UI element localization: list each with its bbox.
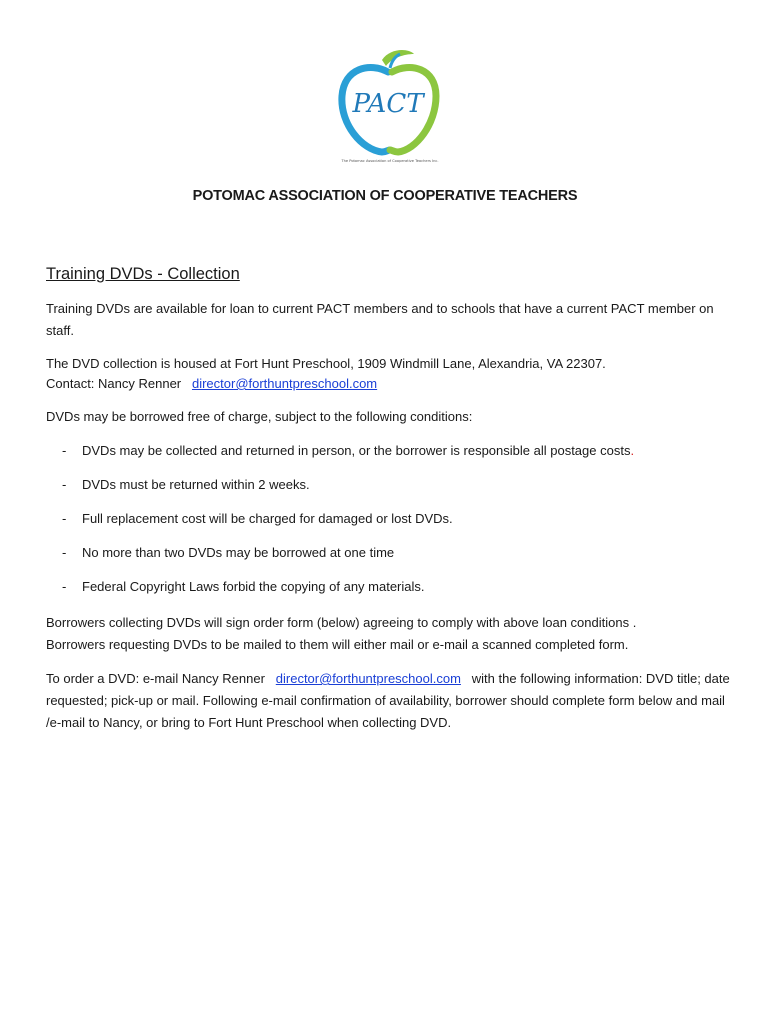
order-email-link[interactable]: director@forthuntpreschool.com — [275, 671, 461, 686]
pact-logo — [330, 46, 450, 166]
list-dash: - — [62, 511, 67, 526]
list-dash: - — [62, 579, 67, 594]
conditions-list — [46, 440, 736, 598]
list-item — [62, 474, 736, 496]
list-item — [62, 576, 736, 598]
list-item-text: DVDs may be collected and returned in person, or the borrower is responsible all postage costs — [82, 443, 631, 458]
contact-email-link[interactable]: director@forthuntpreschool.com — [191, 376, 378, 391]
list-item-text: Federal Copyright Laws forbid the copying of any materials. — [82, 579, 425, 594]
contact-label: Contact: Nancy Renner — [46, 376, 182, 391]
organization-title: POTOMAC ASSOCIATION OF COOPERATIVE TEACHERS — [192, 188, 578, 204]
list-item-text: No more than two DVDs may be borrowed at one time — [82, 545, 395, 560]
location-text: The DVD collection is housed at Fort Hunt Preschool, 1909 Windmill Lane, Alexandria, VA 22307. — [46, 356, 606, 371]
list-item-text: DVDs must be returned within 2 weeks. — [82, 477, 310, 492]
document-body — [46, 262, 736, 746]
list-item — [62, 542, 736, 564]
logo-tagline: The Potomac Association of Cooperative Teachers Inc. — [341, 159, 439, 163]
pact-apple-logo-icon — [330, 46, 450, 166]
list-dash: - — [62, 443, 67, 458]
borrowers-line-1: Borrowers collecting DVDs will sign order form (below) agreeing to comply with above loan conditions . — [46, 615, 637, 630]
list-item — [62, 508, 736, 530]
order-suffix: with the following information: DVD title; date requested; pick-up or mail. Following e-mail confirmation of availability, borrower should complete form below and mail /e-mail to Nancy, or bring to Fort Hunt Preschool when collecting DVD. — [46, 671, 730, 730]
list-dash: - — [62, 545, 67, 560]
list-dash: - — [62, 477, 67, 492]
intro-paragraph: Training DVDs are available for loan to current PACT members and to schools that have a current PACT member on staff. — [46, 301, 714, 338]
conditions-intro: DVDs may be borrowed free of charge, subject to the following conditions: — [46, 409, 473, 424]
section-heading: Training DVDs - Collection — [46, 265, 240, 283]
order-prefix: To order a DVD: e-mail Nancy Renner — [46, 671, 265, 686]
list-item — [62, 440, 736, 462]
borrowers-line-2: Borrowers requesting DVDs to be mailed to them will either mail or e-mail a scanned completed form. — [46, 637, 629, 652]
list-item-text: Full replacement cost will be charged for damaged or lost DVDs. — [82, 511, 453, 526]
borrowers-paragraph — [46, 612, 736, 656]
logo-text: PACT — [352, 89, 424, 119]
list-item-suffix: . — [630, 443, 635, 458]
location-paragraph — [46, 354, 736, 394]
order-paragraph — [46, 668, 736, 734]
